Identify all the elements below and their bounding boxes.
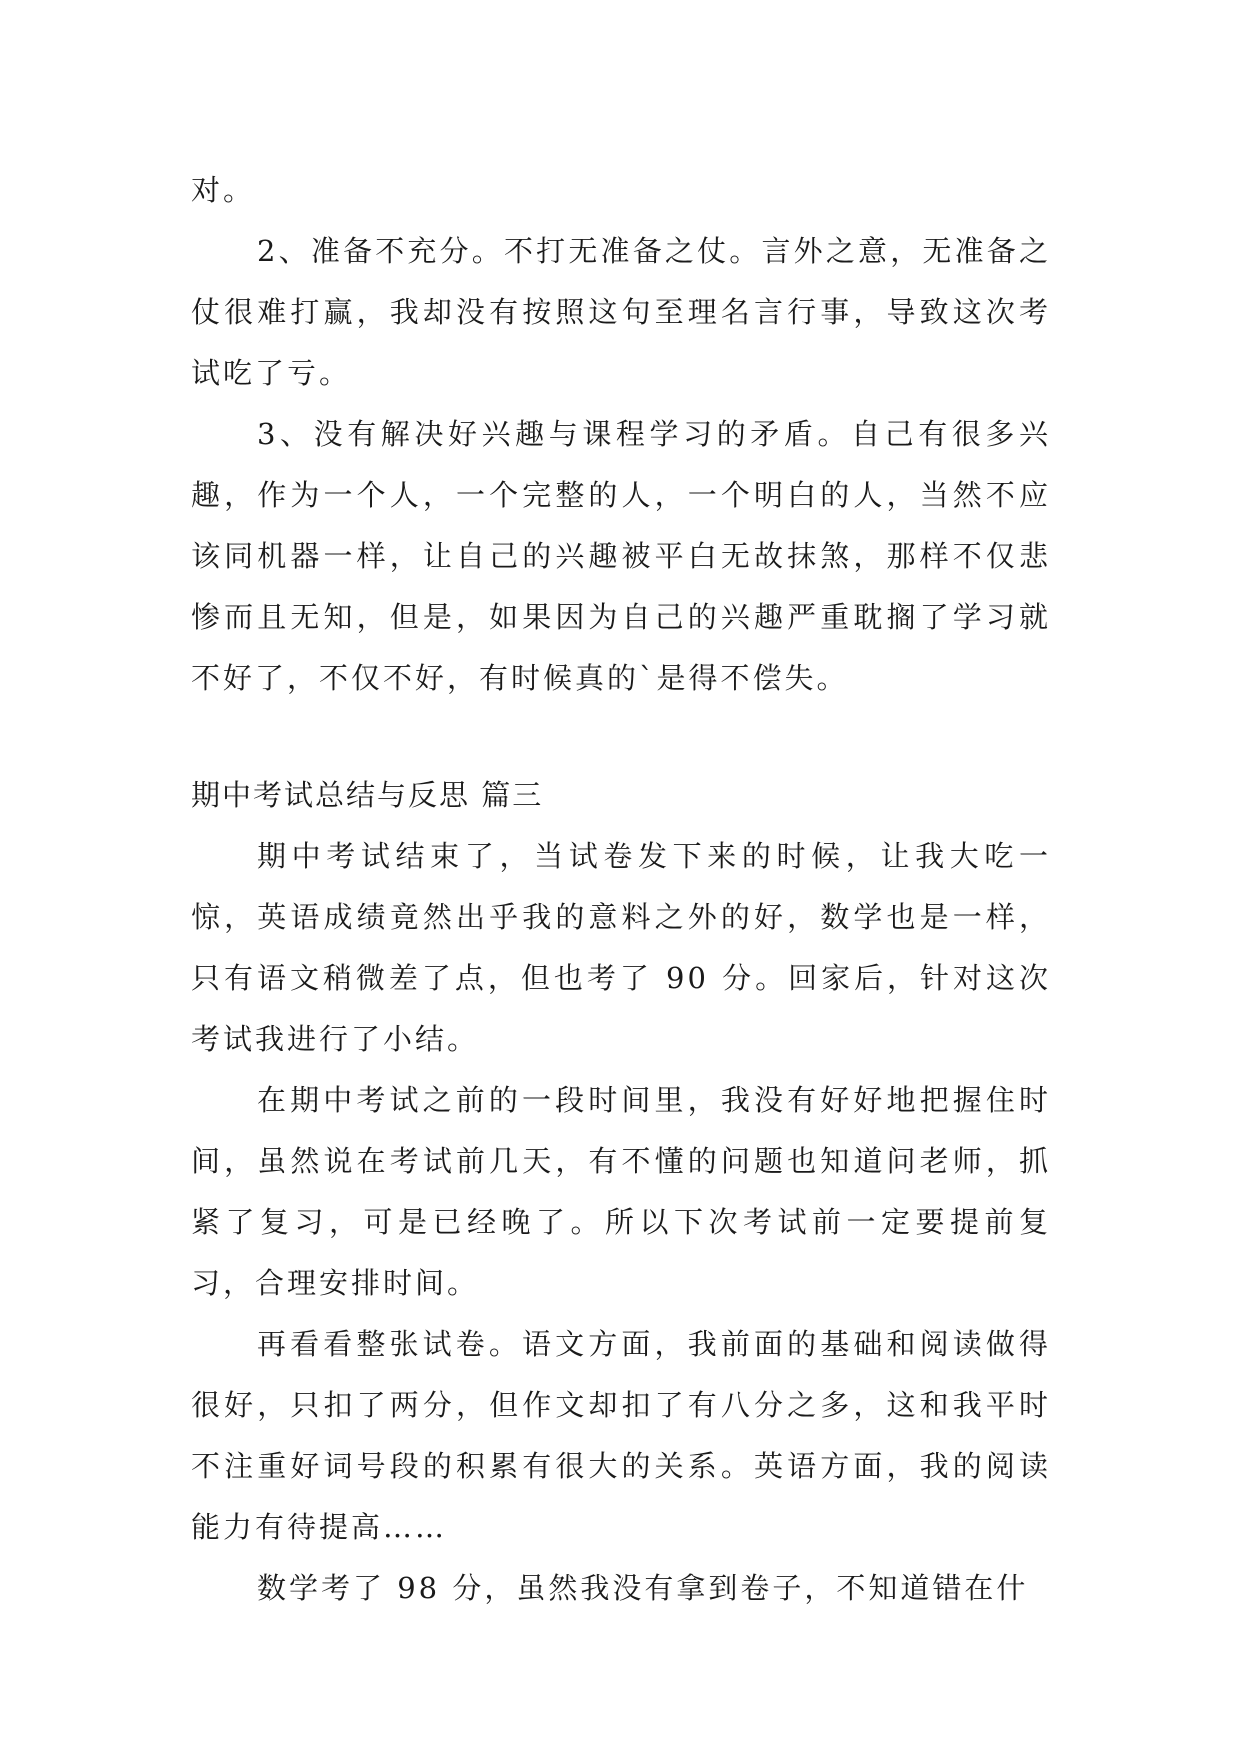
paragraph: 数学考了 98 分，虽然我没有拿到卷子，不知道错在什 xyxy=(257,1571,1029,1605)
paragraph: 期中考试结束了，当试卷发下来的时候，让我大吃一惊，英语成绩竟然出乎我的意料之外的好，数学也是一样，只有语文稍微差了点，但也考了 90 分。回家后，针对这次考试我进行了小结。 xyxy=(191,839,1051,1056)
paragraph: 在期中考试之前的一段时间里，我没有好好地把握住时间，虽然说在考试前几天，有不懂的问题也知道问老师，抓紧了复习，可是已经晚了。所以下次考试前一定要提前复习，合理安排时间。 xyxy=(191,1083,1051,1300)
paragraph-continuation: 对。 xyxy=(191,173,256,207)
paragraph-point-2: 2、准备不充分。不打无准备之仗。言外之意，无准备之仗很难打赢，我却没有按照这句至理名言行事，导致这次考试吃了亏。 xyxy=(191,234,1051,390)
document-body xyxy=(191,160,1051,1619)
section-title: 期中考试总结与反思 篇三 xyxy=(191,778,544,812)
paragraph: 再看看整张试卷。语文方面，我前面的基础和阅读做得很好，只扣了两分，但作文却扣了有八分之多，这和我平时不注重好词号段的积累有很大的关系。英语方面，我的阅读能力有待提高…… xyxy=(191,1327,1051,1544)
paragraph-point-3: 3、没有解决好兴趣与课程学习的矛盾。自己有很多兴趣，作为一个人，一个完整的人，一个明白的人，当然不应该同机器一样，让自己的兴趣被平白无故抹煞，那样不仅悲惨而且无知，但是，如果因为自己的兴趣严重耽搁了学习就不好了，不仅不好，有时候真的`是得不偿失。 xyxy=(191,417,1051,695)
